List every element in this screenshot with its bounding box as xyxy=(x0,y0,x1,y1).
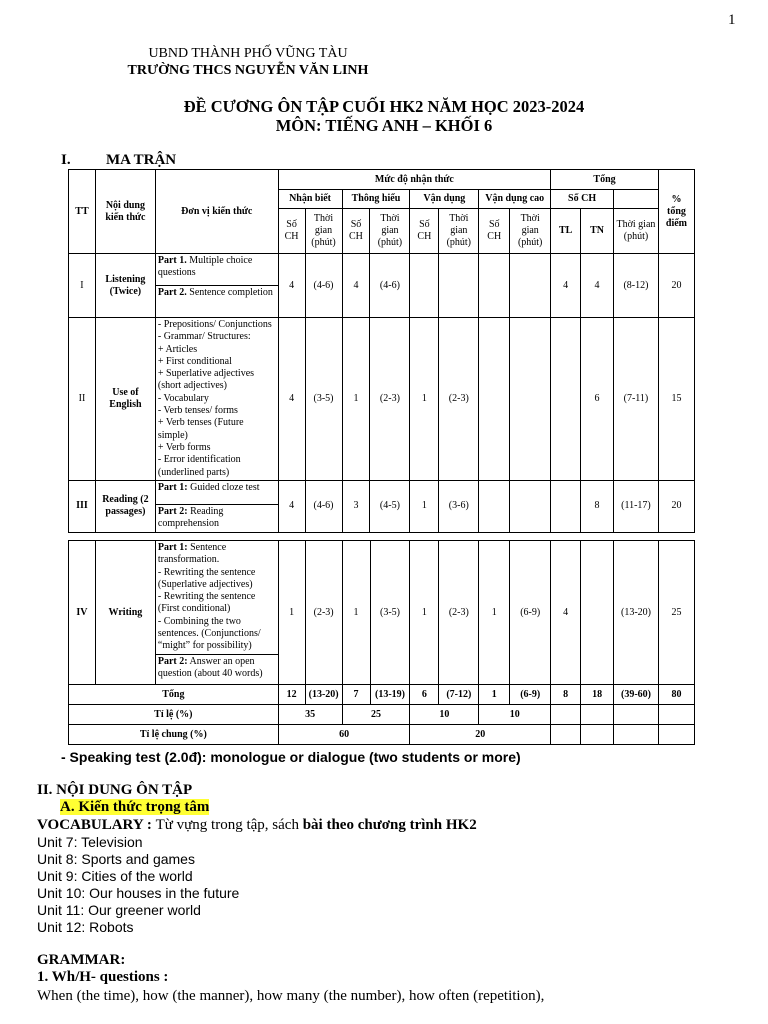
row-writing-part1 xyxy=(155,541,278,655)
header-so-ch: Số CH xyxy=(278,209,305,254)
cell: (2-3) xyxy=(370,318,410,481)
header-tn: TN xyxy=(581,209,614,254)
unit-item: Unit 7: Television xyxy=(37,834,143,850)
part-label: Part 1: xyxy=(157,542,188,553)
header-so-ch: Số CH xyxy=(479,209,510,254)
cell: 4 xyxy=(342,254,370,318)
cell xyxy=(479,318,510,481)
cell: 4 xyxy=(278,480,305,532)
section2-title: II. NỘI DUNG ÔN TẬP xyxy=(37,782,193,798)
part-label: Part 2: xyxy=(157,505,188,517)
cell: (7-12) xyxy=(439,685,479,705)
vocab-line xyxy=(37,817,477,834)
cell: (3-6) xyxy=(439,480,479,532)
cell: 1 xyxy=(479,685,510,705)
cell: (3-5) xyxy=(370,541,410,685)
uoe-line: + Superlative adjectives (short adjectives) xyxy=(157,368,255,392)
cell xyxy=(479,480,510,532)
cell: (13-20) xyxy=(614,541,659,685)
header-tl: TL xyxy=(551,209,581,254)
writing-line: - Rewriting the sentence (Superlative adjectives) xyxy=(157,566,256,590)
row-listening-part1 xyxy=(155,254,278,286)
cell: 10 xyxy=(479,705,551,725)
cell xyxy=(479,254,510,318)
uoe-line: - Prepositions/ Conjunctions xyxy=(157,319,272,330)
cell: 1 xyxy=(410,480,439,532)
header-thoi-gian: Thời gian (phút) xyxy=(510,209,551,254)
cell: 15 xyxy=(658,318,694,481)
row-total-label: Tổng xyxy=(69,685,279,705)
cell: (4-6) xyxy=(305,254,342,318)
uoe-line: - Vocabulary xyxy=(157,392,209,404)
unit-item: Unit 8: Sports and games xyxy=(37,851,195,867)
cell: (8-12) xyxy=(614,254,659,318)
cell: 80 xyxy=(658,685,694,705)
document-title-line1: ĐỀ CƯƠNG ÔN TẬP CUỐI HK2 NĂM HỌC 2023-2024 xyxy=(183,97,585,116)
page-number: 1 xyxy=(728,12,736,28)
document-title xyxy=(0,97,768,135)
row-writing-content: Writing xyxy=(95,541,155,685)
cell-empty xyxy=(658,725,694,745)
header-nhan-biet: Nhận biết xyxy=(278,190,342,209)
header-level: Mức độ nhận thức xyxy=(278,170,551,190)
cell-empty xyxy=(551,705,581,725)
cell-empty xyxy=(551,725,581,745)
cell: (2-3) xyxy=(439,541,479,685)
cell xyxy=(510,480,551,532)
uoe-line: - Grammar/ Structures: xyxy=(157,331,251,343)
unit-item: Unit 10: Our houses in the future xyxy=(37,885,240,901)
unit-item: Unit 9: Cities of the world xyxy=(37,868,193,884)
part-text: Multiple choice questions xyxy=(157,255,253,278)
row-reading-tt: III xyxy=(69,480,96,532)
uoe-line: + Verb forms xyxy=(157,441,211,453)
part-text: Sentence transformation. xyxy=(157,542,227,566)
header-so-ch-group: Số CH xyxy=(551,190,614,209)
row-uoe-content: Use of English xyxy=(95,318,155,481)
cell: 1 xyxy=(278,541,305,685)
header-thoi-gian: Thời gian (phút) xyxy=(439,209,479,254)
header-empty xyxy=(614,190,659,209)
header-thoi-gian: Thời gian (phút) xyxy=(614,209,659,254)
matrix-table-continued xyxy=(68,540,695,745)
cell: 60 xyxy=(278,725,410,745)
cell: 4 xyxy=(551,254,581,318)
part-text: Guided cloze test xyxy=(187,481,260,493)
cell: (39-60) xyxy=(614,685,659,705)
cell: 4 xyxy=(278,318,305,481)
cell xyxy=(551,480,581,532)
writing-line: - Rewriting the sentence (First conditional) xyxy=(157,591,256,615)
cell-empty xyxy=(614,725,659,745)
cell: (2-3) xyxy=(305,541,342,685)
row-reading-part1 xyxy=(155,480,278,504)
header-thong-hieu: Thông hiểu xyxy=(342,190,410,209)
unit-list xyxy=(37,834,239,936)
part-text: Sentence completion xyxy=(186,287,273,298)
header-unit: Đơn vị kiến thức xyxy=(155,170,278,254)
cell: 3 xyxy=(342,480,370,532)
cell: (4-6) xyxy=(305,480,342,532)
header-content: Nội dung kiến thức xyxy=(95,170,155,254)
vocab-bold: bài theo chương trình HK2 xyxy=(302,817,477,833)
row-ratio-total-label: Tỉ lệ chung (%) xyxy=(69,725,279,745)
row-listening-content: Listening (Twice) xyxy=(95,254,155,318)
matrix-table xyxy=(68,169,695,533)
unit-item: Unit 11: Our greener world xyxy=(37,902,201,918)
school-header xyxy=(108,45,388,79)
uoe-line: - Verb tenses/ forms xyxy=(157,405,238,417)
cell: 10 xyxy=(410,705,479,725)
cell: (6-9) xyxy=(510,685,551,705)
cell: (7-11) xyxy=(614,318,659,481)
uoe-line: + Articles xyxy=(157,343,198,355)
school-header-line1: UBND THÀNH PHỐ VŨNG TÀU xyxy=(148,46,348,61)
part-text: Reading comprehension xyxy=(157,505,224,529)
cell: (3-5) xyxy=(305,318,342,481)
header-van-dung-cao: Vận dụng cao xyxy=(479,190,551,209)
row-writing-tt: IV xyxy=(69,541,96,685)
cell xyxy=(510,318,551,481)
cell: 4 xyxy=(278,254,305,318)
cell: 35 xyxy=(278,705,342,725)
vocab-text: Từ vựng trong tập, sách xyxy=(155,817,303,833)
header-thoi-gian: Thời gian (phút) xyxy=(305,209,342,254)
cell: 6 xyxy=(581,318,614,481)
header-tt: TT xyxy=(69,170,96,254)
cell: 1 xyxy=(342,318,370,481)
cell-empty xyxy=(614,705,659,725)
cell: (4-5) xyxy=(370,480,410,532)
cell: (4-6) xyxy=(370,254,410,318)
cell: 1 xyxy=(410,318,439,481)
cell xyxy=(551,318,581,481)
uoe-line: + Verb tenses (Future simple) xyxy=(157,417,244,441)
cell xyxy=(439,254,479,318)
cell xyxy=(581,541,614,685)
cell: 25 xyxy=(342,705,410,725)
header-percent: % tổng điểm xyxy=(658,170,694,254)
cell xyxy=(410,254,439,318)
cell: (2-3) xyxy=(439,318,479,481)
wh-label: 1. Wh/H- questions : xyxy=(37,969,169,985)
cell: 7 xyxy=(342,685,370,705)
cell: 6 xyxy=(410,685,439,705)
cell: 1 xyxy=(342,541,370,685)
header-thoi-gian: Thời gian (phút) xyxy=(370,209,410,254)
row-writing-part2 xyxy=(155,655,278,685)
section1-number: I. xyxy=(61,152,71,168)
cell: 8 xyxy=(581,480,614,532)
vocab-label: VOCABULARY : xyxy=(37,817,156,833)
cell: (6-9) xyxy=(510,541,551,685)
cell: 25 xyxy=(658,541,694,685)
unit-item: Unit 12: Robots xyxy=(37,919,134,935)
grammar-label: GRAMMAR: xyxy=(37,952,126,968)
cell: 20 xyxy=(658,254,694,318)
row-reading-content: Reading (2 passages) xyxy=(95,480,155,532)
cell: (13-20) xyxy=(305,685,342,705)
row-listening-part2 xyxy=(155,286,278,318)
header-total: Tổng xyxy=(551,170,659,190)
cell: 4 xyxy=(581,254,614,318)
wh-text: When (the time), how (the manner), how many (the number), how often (repetition), xyxy=(37,988,545,1004)
part-label: Part 2: xyxy=(157,656,188,667)
cell-empty xyxy=(581,705,614,725)
cell: 18 xyxy=(581,685,614,705)
row-reading-part2 xyxy=(155,504,278,532)
cell: (13-19) xyxy=(370,685,410,705)
header-so-ch: Số CH xyxy=(410,209,439,254)
cell: 4 xyxy=(551,541,581,685)
cell: 20 xyxy=(658,480,694,532)
cell xyxy=(510,254,551,318)
uoe-line: + First conditional xyxy=(157,355,232,367)
cell: 20 xyxy=(410,725,551,745)
cell: 8 xyxy=(551,685,581,705)
part-label: Part 1. xyxy=(157,255,187,266)
document-title-line2: MÔN: TIẾNG ANH – KHỐI 6 xyxy=(275,116,493,135)
cell: 12 xyxy=(278,685,305,705)
subsection-a xyxy=(60,799,209,816)
uoe-line: - Error identification (underlined parts) xyxy=(157,454,241,478)
part-label: Part 2. xyxy=(157,287,187,298)
section1-title: MA TRẬN xyxy=(106,152,177,168)
cell-empty xyxy=(581,725,614,745)
cell-empty xyxy=(658,705,694,725)
row-uoe-units xyxy=(155,318,278,481)
subsection-a-text: A. Kiến thức trọng tâm xyxy=(60,799,210,815)
speaking-note: - Speaking test (2.0đ): monologue or dialogue (two students or more) xyxy=(61,749,521,765)
part-label: Part 1: xyxy=(157,481,188,493)
header-so-ch: Số CH xyxy=(342,209,370,254)
school-header-line2: TRƯỜNG THCS NGUYỄN VĂN LINH xyxy=(127,63,369,78)
cell: 1 xyxy=(479,541,510,685)
part-text: Answer an open question (about 40 words) xyxy=(157,656,263,679)
writing-line: - Combining the two sentences. (Conjunctions/ “might” for possibility) xyxy=(157,615,261,652)
header-van-dung: Vận dụng xyxy=(410,190,479,209)
cell: (11-17) xyxy=(614,480,659,532)
row-uoe-tt: II xyxy=(69,318,96,481)
row-ratio-label: Tỉ lệ (%) xyxy=(69,705,279,725)
cell: 1 xyxy=(410,541,439,685)
row-listening-tt: I xyxy=(69,254,96,318)
